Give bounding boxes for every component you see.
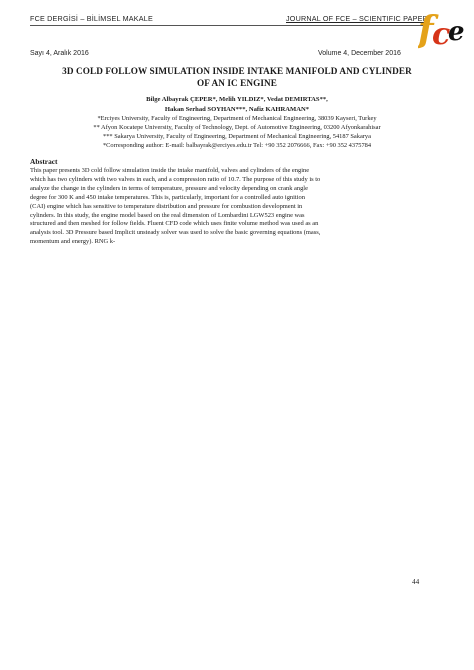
- affiliation-line: *Erciyes University, Faculty of Engineering, Department of Mechanical Engineering, 38039 Kayseri, Turkey: [97, 115, 377, 122]
- affiliation-line: ** Afyon Kocatepe University, Faculty of Technology, Dept. of Automotive Engineering, 03200 Afyonkarahisar: [93, 124, 381, 131]
- abstract-line: (CAI) engine which has sensitive to temperature distribution and pressure for combustion development in: [30, 202, 303, 210]
- paper-title: [30, 65, 444, 89]
- abstract-body: [30, 167, 422, 247]
- authors-line: Hakan Serhad SOYHAN***, Nafiz KAHRAMAN*: [164, 105, 310, 113]
- fce-logo: [418, 4, 468, 50]
- affiliation-line: *** Sakarya University, Faculty of Engineering, Department of Mechanical Engineering, 54187 Sakarya: [103, 133, 371, 140]
- journal-header-en: JOURNAL OF FCE – SCIENTIFIC PAPER: [286, 14, 428, 23]
- logo-letter-c: c: [432, 17, 451, 50]
- corresponding-author: *Corresponding author: E-mail: balbayrak@erciyes.edu.tr Tel: +90 352 2076666, Fax: +90 352 4375784: [102, 142, 372, 149]
- abstract-line: cylinders. In this study, the engine model based on the real dimension of Lombardini LGW523 engine was: [30, 211, 305, 219]
- page-number: 44: [412, 578, 420, 586]
- abstract-line: analyze the change in the cylinders in terms of temperature, pressure and velocity depending on crank angle: [30, 184, 308, 192]
- author-list: [30, 95, 444, 114]
- abstract-line: which has two cylinders with two valves in each, and a compression ratio of 10.7. The purpose of this study is to: [30, 175, 321, 183]
- abstract-line: momentum and energy). RNG k-: [30, 238, 116, 246]
- logo-letter-e: e: [448, 17, 465, 47]
- journal-header-tr: FCE DERGİSİ – BİLİMSEL MAKALE: [30, 14, 153, 23]
- abstract-line: analysis tool. 3D Pressure based Implicit unsteady solver was used to solve the basic governing equations (mass,: [30, 229, 321, 237]
- issue-info-en: Volume 4, December 2016: [318, 50, 401, 57]
- abstract-line: degree for 300 K and 450 intake temperatures. This is, particularly, important for a controlled auto ignition: [30, 193, 305, 201]
- affiliations: [30, 114, 444, 150]
- issue-info-tr: Sayı 4, Aralık 2016: [30, 50, 89, 57]
- header-rule: [30, 25, 424, 26]
- abstract-heading: Abstract: [30, 157, 58, 166]
- title-line: 3D COLD FOLLOW SIMULATION INSIDE INTAKE MANIFOLD AND CYLINDER: [62, 66, 412, 76]
- logo-letter-f: f: [418, 9, 434, 50]
- title-line: OF AN IC ENGINE: [196, 78, 278, 88]
- abstract-line: structured and then meshed for follow fields. Fluent CFD code which uses finite volume method was used as an: [30, 220, 319, 228]
- authors-line: Bilge Albayrak ÇEPER*, Melih YILDIZ*, Vedat DEMIRTAS**,: [146, 96, 328, 103]
- abstract-line: This paper presents 3D cold follow simulation inside the intake manifold, valves and cylinders of the engine: [30, 167, 310, 174]
